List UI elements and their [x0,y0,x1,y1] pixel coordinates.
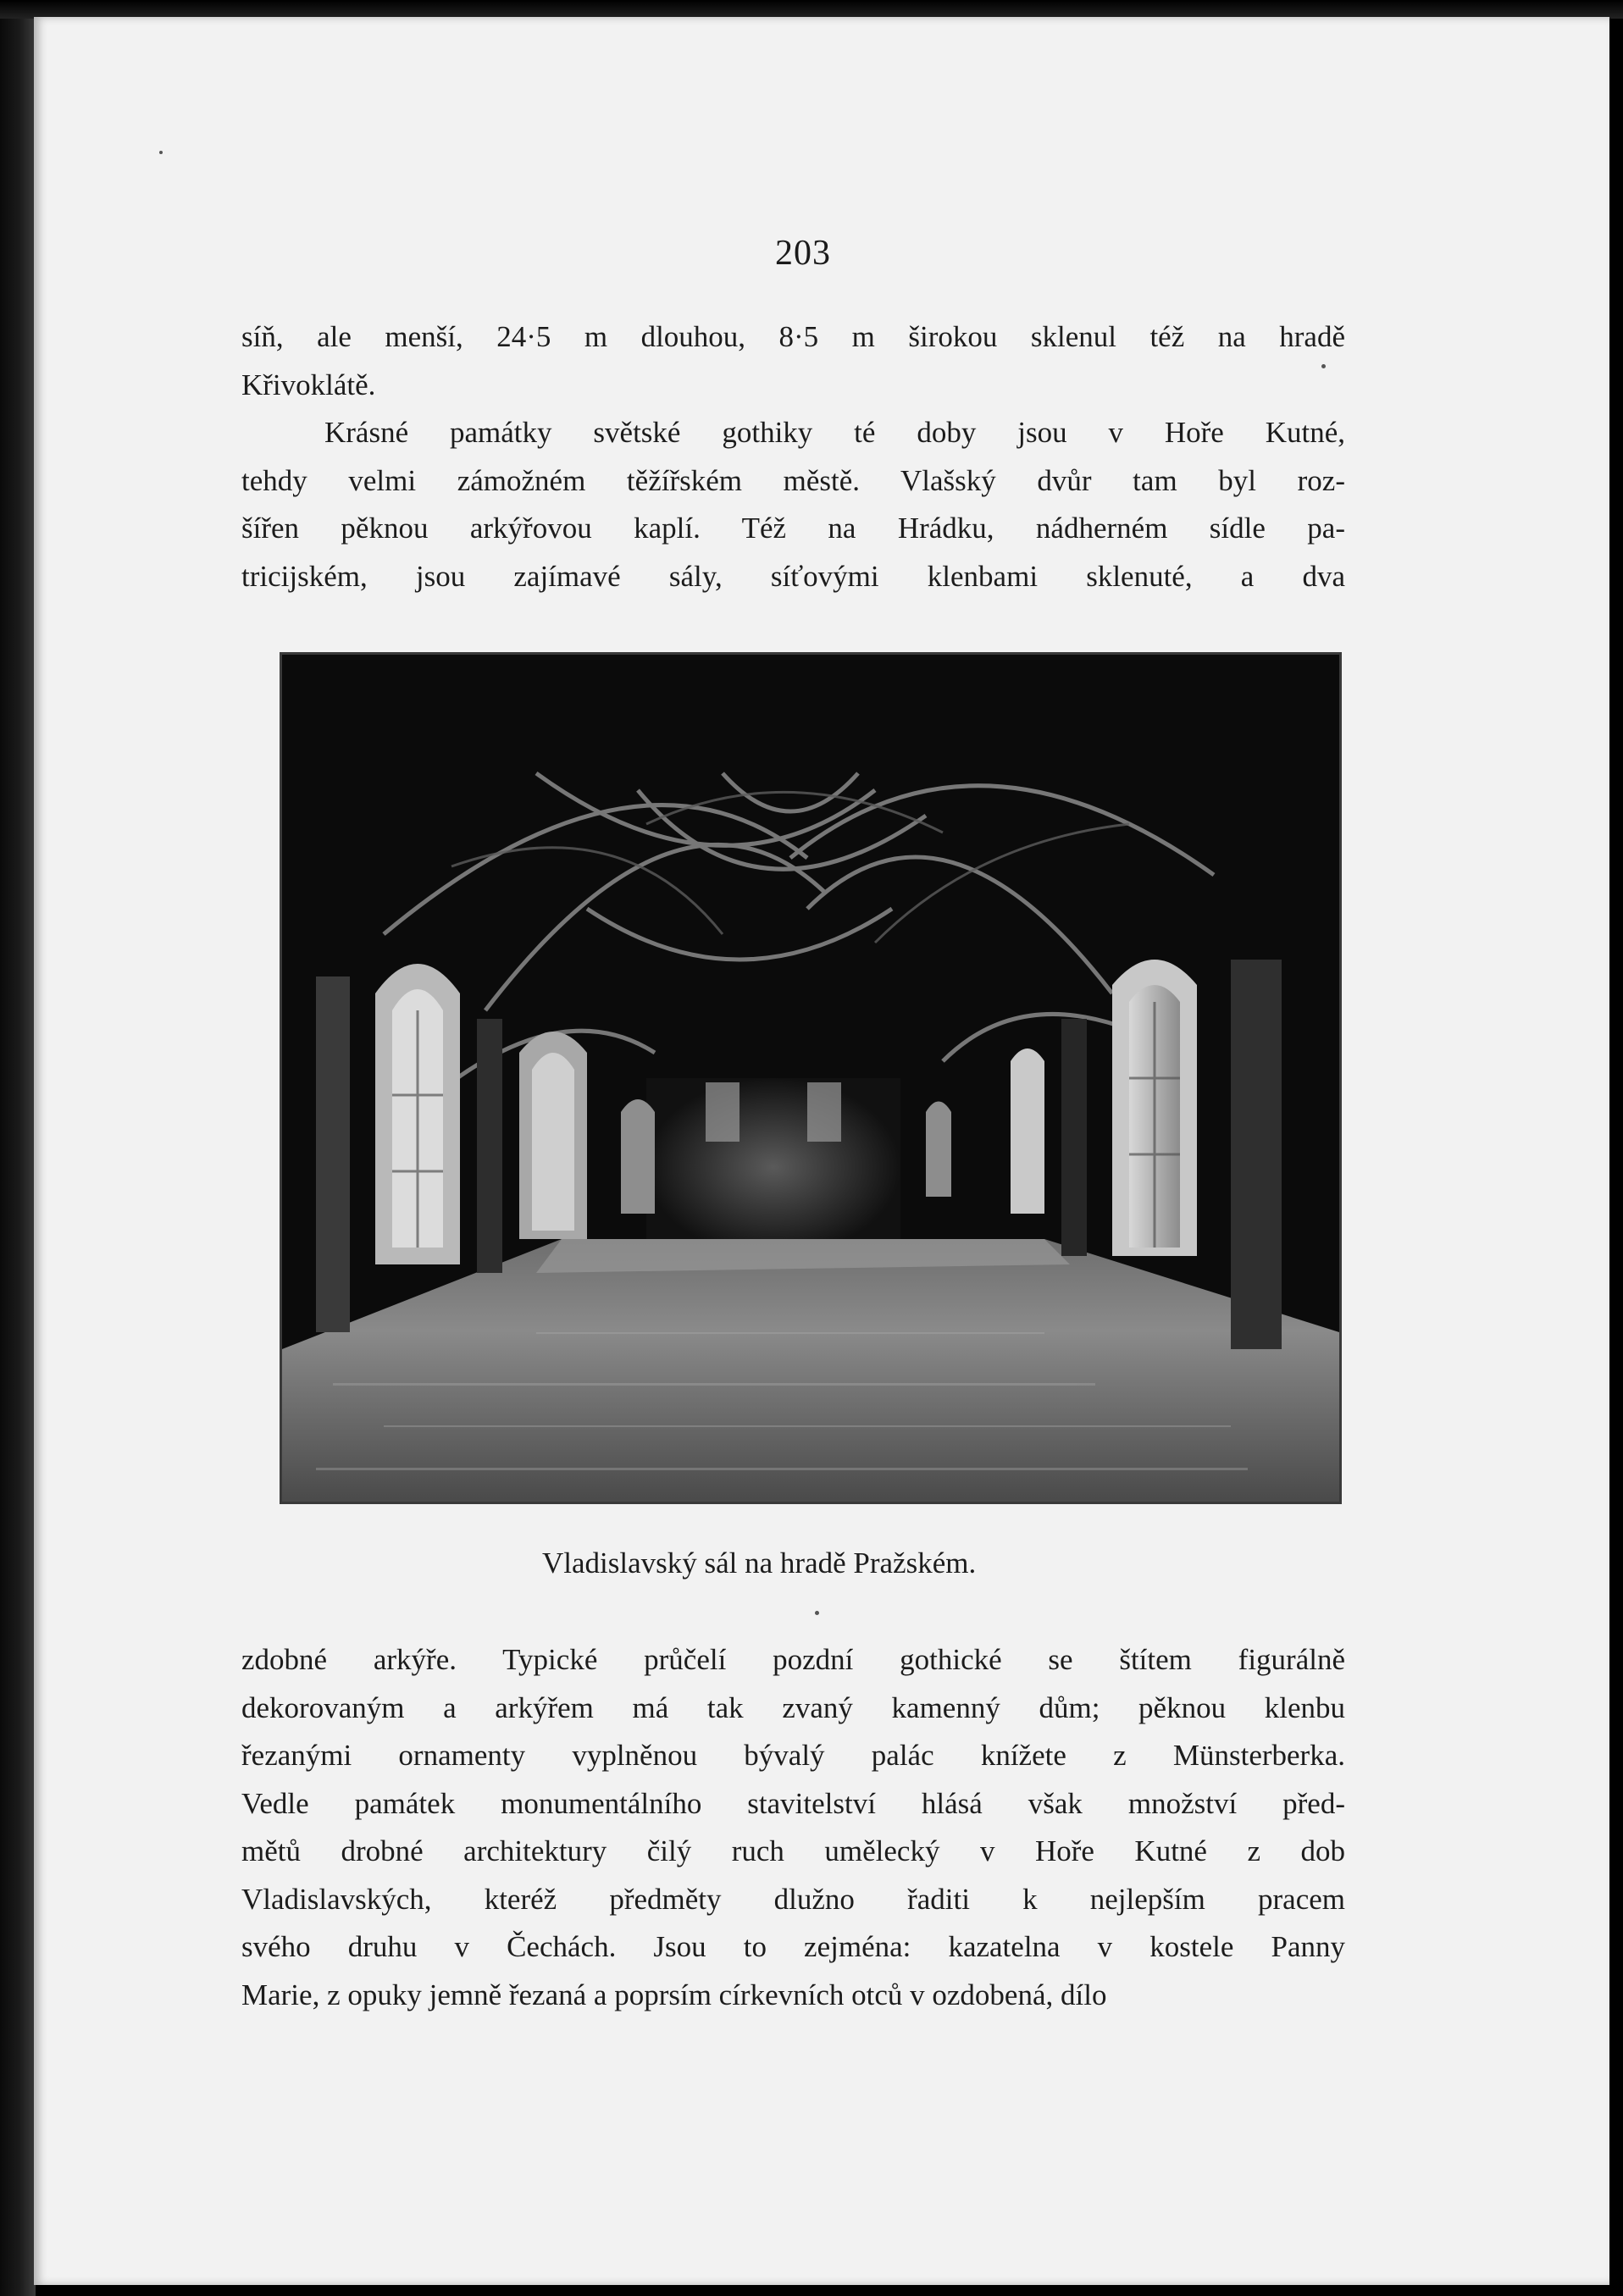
scan-speck [1321,364,1326,368]
hall-photograph [280,652,1342,1504]
text-line: síň, ale menší, 24·5 m dlouhou, 8·5 m širokou sklenul též na hradě [241,320,1345,353]
text-line: zdobné arkýře. Typické průčelí pozdní gothické se štítem figurálně [241,1643,1345,1676]
text-line: šířen pěknou arkýřovou kaplí. Též na Hrádku, nádherném sídle pa- [241,512,1345,545]
page-number: 203 [775,234,831,273]
far-wall [646,1078,900,1256]
figure-caption: Vladislavský sál na hradě Pražském. [542,1546,977,1580]
text-line: řezanými ornamenty vyplněnou bývalý palác knížete z Münsterberka. [241,1739,1345,1772]
scan-speck [815,1611,819,1615]
scan-speck [159,151,163,154]
text-line: Krásné památky světské gothiky té doby jsou v Hoře Kutné, [324,416,1345,449]
text-line: tricijském, jsou zajímavé sály, síťovými klenbami sklenuté, a dva [241,559,1345,593]
text-line: Vedle památek monumentálního stavitelství hlásá však množství před- [241,1786,1345,1820]
paragraph-top [241,313,1345,600]
text-line: mětů drobné architektury čilý ruch umělecký v Hoře Kutné z dob [241,1834,1345,1867]
scan-edge-left [0,0,36,2296]
text-line: tehdy velmi zámožném těžířském městě. Vlašský dvůr tam byl roz- [241,463,1345,497]
paragraph-bottom [241,1636,1345,2019]
text-line: Křivoklátě. [241,368,376,401]
text-line: svého druhu v Čechách. Jsou to zejména: kazatelna v kostele Panny [241,1930,1345,1963]
text-line: dekorovaným a arkýřem má tak zvaný kamenný dům; pěknou klenbu [241,1690,1345,1724]
text-line: Marie, z opuky jemně řezaná a poprsím církevních otců v ozdobená, dílo [241,1978,1107,2011]
vaulted-hall-illustration [282,655,1339,1502]
text-line: Vladislavských, kteréž předměty dlužno řaditi k nejlepším pracem [241,1882,1345,1916]
scan-edge-top [0,0,1623,19]
